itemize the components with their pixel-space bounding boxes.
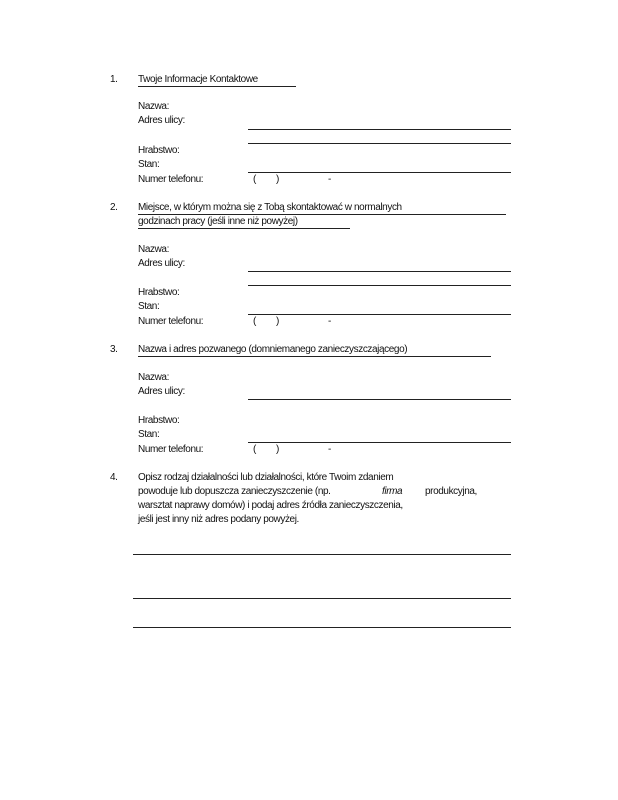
section-2-heading-line1: Miejsce, w którym można się z Tobą skontaktować w normalnych [138, 202, 506, 215]
section-1-county-state-line[interactable] [248, 172, 511, 173]
section-4-answer-line-2[interactable] [133, 598, 511, 599]
section-1-number: 1. [110, 74, 118, 85]
section-1-street-line[interactable] [248, 143, 511, 144]
section-2-county-label: Hrabstwo: [138, 287, 180, 298]
section-2-phone-dash: - [328, 316, 331, 327]
section-4-line-3: warsztat naprawy domów) i podaj adres źródła zanieczyszczenia, [138, 500, 403, 511]
section-2-name-label: Nazwa: [138, 244, 169, 255]
section-4-answer-line-1[interactable] [133, 554, 511, 555]
section-2-street-line[interactable] [248, 285, 511, 286]
section-2-phone-label: Numer telefonu: [138, 316, 204, 327]
section-2-phone-open-paren: ( [253, 316, 256, 327]
section-3-state-label: Stan: [138, 429, 160, 440]
section-4-answer-line-3[interactable] [133, 627, 511, 628]
section-3-phone-close-paren: ) [276, 444, 279, 455]
section-1-heading: Twoje Informacje Kontaktowe [138, 74, 296, 87]
section-1-state-label: Stan: [138, 159, 160, 170]
section-3-county-state-line[interactable] [248, 442, 511, 443]
section-4-line-1: Opisz rodzaj działalności lub działalności, które Twoim zdaniem [138, 472, 394, 483]
section-2-county-state-line[interactable] [248, 314, 511, 315]
section-2-phone-close-paren: ) [276, 316, 279, 327]
section-3-county-label: Hrabstwo: [138, 415, 180, 426]
section-1-phone-open-paren: ( [253, 174, 256, 185]
section-1-phone-dash: - [328, 174, 331, 185]
section-4-line-4: jeśli jest inny niż adres podany powyżej. [138, 514, 299, 525]
section-1-name-line[interactable] [248, 129, 511, 130]
section-2-heading-line2: godzinach pracy (jeśli inne niż powyżej) [138, 216, 350, 229]
section-3-number: 3. [110, 344, 118, 355]
section-2-state-label: Stan: [138, 301, 160, 312]
section-2-street-label: Adres ulicy: [138, 258, 185, 269]
section-3-phone-dash: - [328, 444, 331, 455]
section-1-name-label: Nazwa: [138, 101, 169, 112]
section-3-name-street-line[interactable] [248, 399, 511, 400]
section-3-phone-open-paren: ( [253, 444, 256, 455]
section-4-example-word: firma [382, 486, 403, 497]
section-1-phone-label: Numer telefonu: [138, 174, 204, 185]
section-3-phone-label: Numer telefonu: [138, 444, 204, 455]
section-4-example-rest: produkcyjna, [425, 486, 477, 497]
section-3-heading: Nazwa i adres pozwanego (domniemanego zanieczyszczającego) [138, 344, 491, 357]
section-4-line-2: powoduje lub dopuszcza zanieczyszczenie (np. [138, 486, 331, 497]
section-1-phone-close-paren: ) [276, 174, 279, 185]
section-3-name-label: Nazwa: [138, 372, 169, 383]
section-1-street-label: Adres ulicy: [138, 115, 185, 126]
section-2-name-line[interactable] [248, 271, 511, 272]
section-3-street-label: Adres ulicy: [138, 386, 185, 397]
section-4-number: 4. [110, 472, 118, 483]
section-1-county-label: Hrabstwo: [138, 145, 180, 156]
section-2-number: 2. [110, 202, 118, 213]
